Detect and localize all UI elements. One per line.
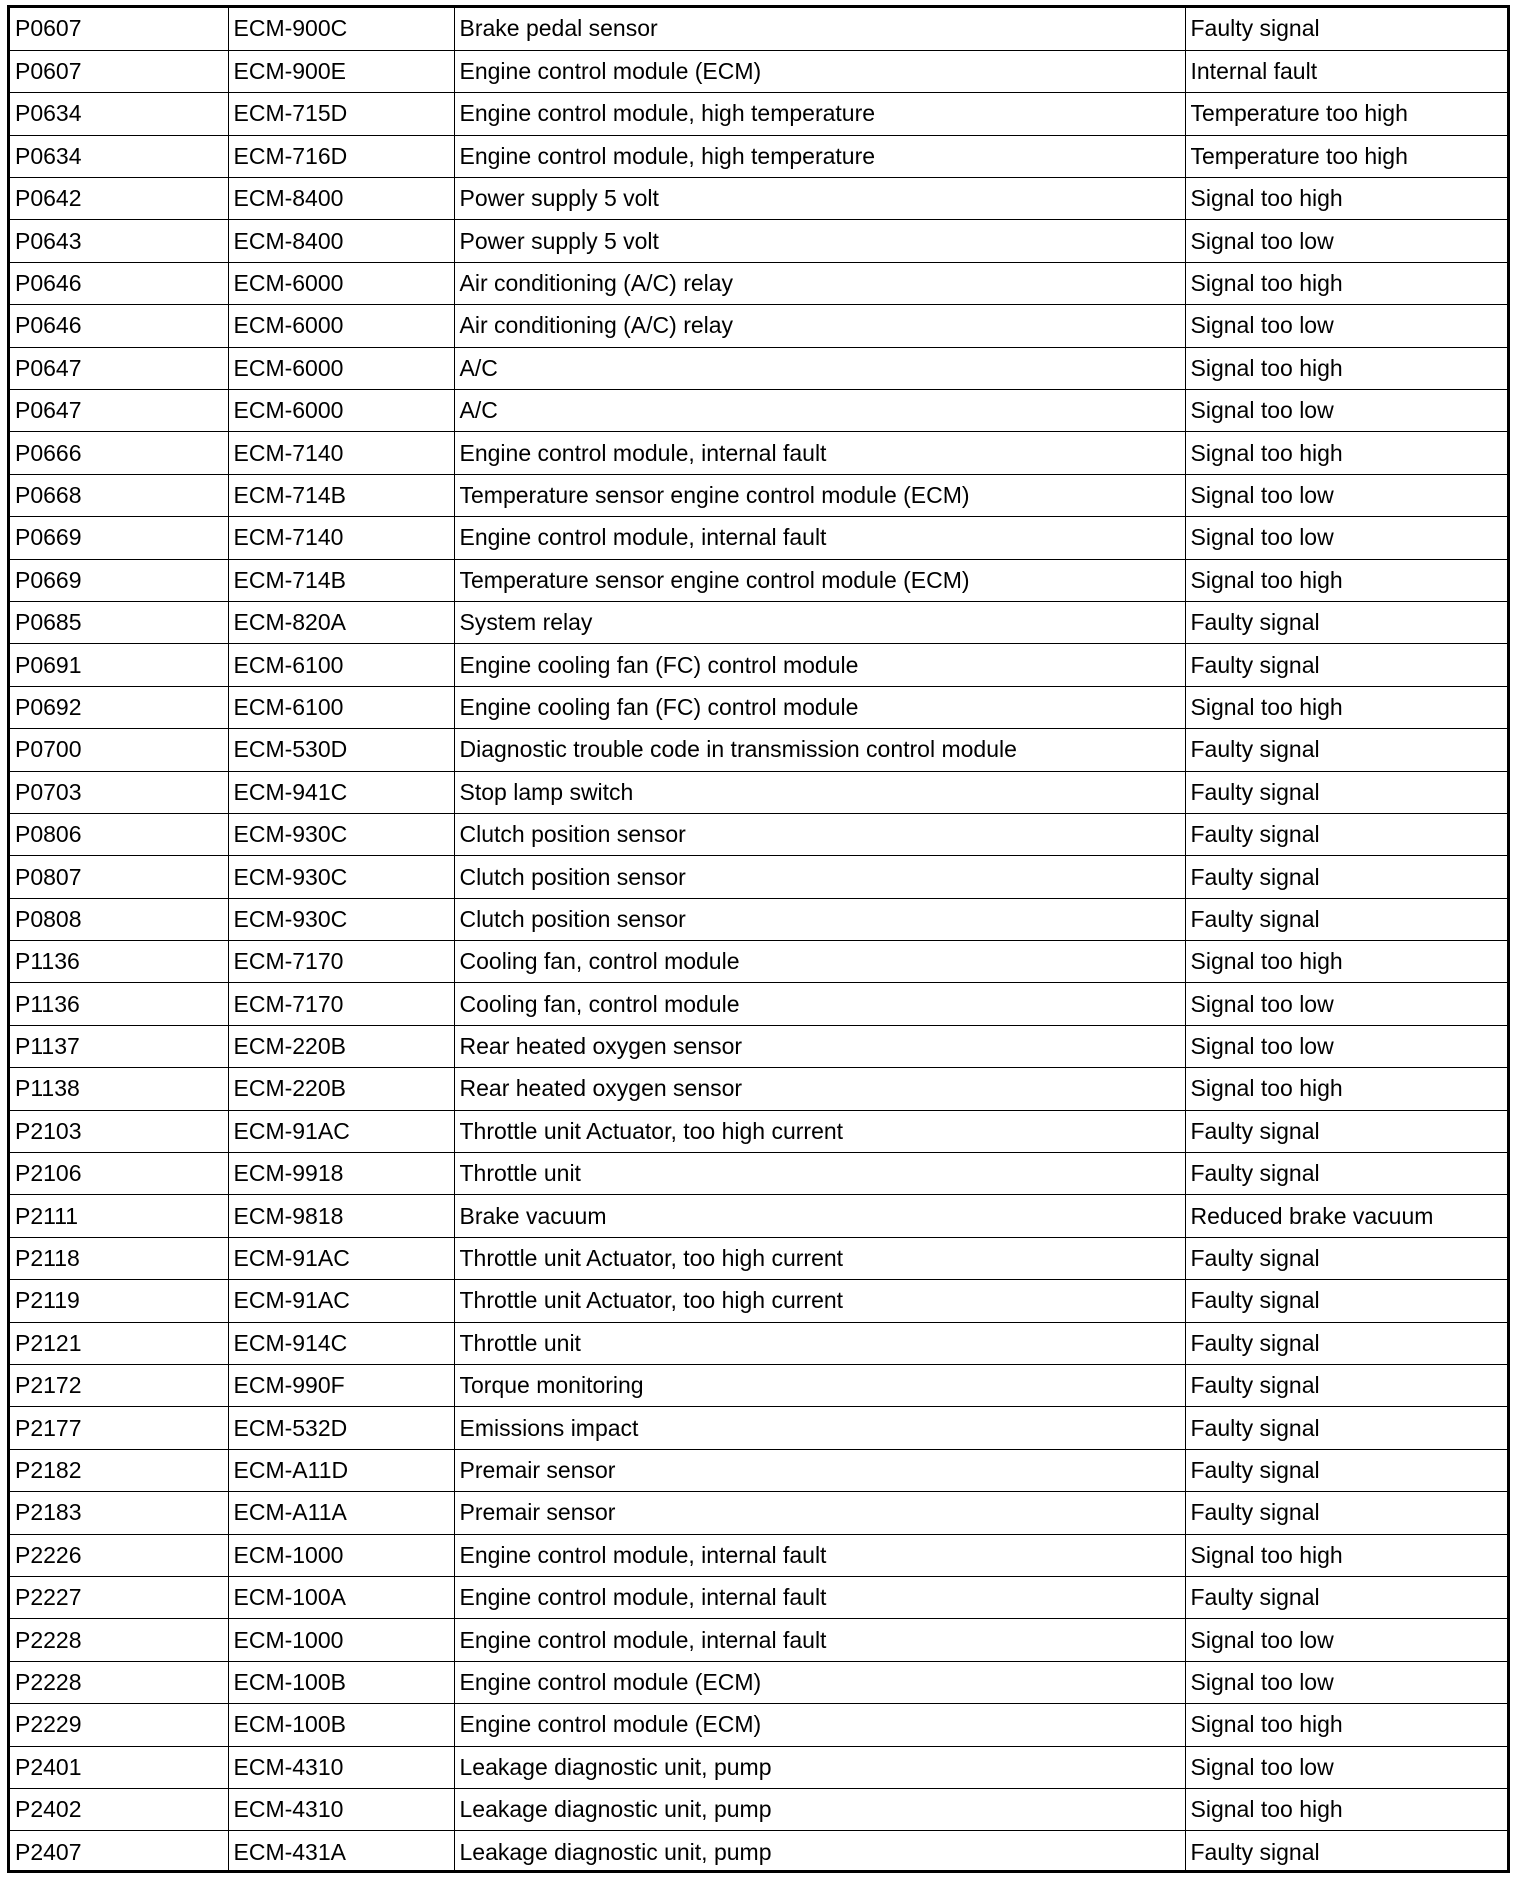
fault-type-cell: Faulty signal	[1185, 1322, 1507, 1364]
dtc-table-container	[7, 5, 1510, 1873]
fault-type-cell: Signal too low	[1185, 305, 1507, 347]
fault-type-cell: Faulty signal	[1185, 1153, 1507, 1195]
fault-type-cell: Faulty signal	[1185, 8, 1507, 50]
ecm-code-cell: ECM-6000	[228, 262, 454, 304]
dtc-code-cell: P2402	[10, 1788, 228, 1830]
component-cell: Engine cooling fan (FC) control module	[454, 644, 1185, 686]
table-row	[10, 1534, 1507, 1576]
component-cell: System relay	[454, 601, 1185, 643]
component-cell: Engine control module, high temperature	[454, 93, 1185, 135]
component-cell: Air conditioning (A/C) relay	[454, 262, 1185, 304]
ecm-code-cell: ECM-8400	[228, 178, 454, 220]
table-row	[10, 1831, 1507, 1873]
dtc-code-cell: P2229	[10, 1704, 228, 1746]
fault-type-cell: Signal too high	[1185, 686, 1507, 728]
table-row	[10, 856, 1507, 898]
ecm-code-cell: ECM-100B	[228, 1661, 454, 1703]
component-cell: Premair sensor	[454, 1492, 1185, 1534]
component-cell: Power supply 5 volt	[454, 178, 1185, 220]
table-row	[10, 1661, 1507, 1703]
dtc-code-cell: P2177	[10, 1407, 228, 1449]
component-cell: Engine control module, internal fault	[454, 1576, 1185, 1618]
dtc-code-cell: P0646	[10, 262, 228, 304]
fault-type-cell: Signal too high	[1185, 1068, 1507, 1110]
fault-type-cell: Faulty signal	[1185, 601, 1507, 643]
ecm-code-cell: ECM-6000	[228, 390, 454, 432]
ecm-code-cell: ECM-6100	[228, 686, 454, 728]
component-cell: Throttle unit Actuator, too high current	[454, 1237, 1185, 1279]
dtc-code-cell: P1138	[10, 1068, 228, 1110]
component-cell: Leakage diagnostic unit, pump	[454, 1831, 1185, 1873]
table-row	[10, 517, 1507, 559]
component-cell: Brake pedal sensor	[454, 8, 1185, 50]
dtc-code-cell: P0669	[10, 517, 228, 559]
table-row	[10, 390, 1507, 432]
ecm-code-cell: ECM-9918	[228, 1153, 454, 1195]
table-row	[10, 1153, 1507, 1195]
table-row	[10, 1492, 1507, 1534]
fault-type-cell: Internal fault	[1185, 50, 1507, 92]
ecm-code-cell: ECM-1000	[228, 1534, 454, 1576]
dtc-code-cell: P1136	[10, 941, 228, 983]
fault-type-cell: Signal too high	[1185, 432, 1507, 474]
ecm-code-cell: ECM-431A	[228, 1831, 454, 1873]
fault-type-cell: Faulty signal	[1185, 1365, 1507, 1407]
ecm-code-cell: ECM-A11D	[228, 1449, 454, 1491]
component-cell: Throttle unit	[454, 1153, 1185, 1195]
table-row	[10, 50, 1507, 92]
ecm-code-cell: ECM-8400	[228, 220, 454, 262]
ecm-code-cell: ECM-941C	[228, 771, 454, 813]
component-cell: Engine control module (ECM)	[454, 1704, 1185, 1746]
fault-type-cell: Signal too high	[1185, 559, 1507, 601]
component-cell: Engine control module, internal fault	[454, 517, 1185, 559]
table-row	[10, 1788, 1507, 1830]
component-cell: Clutch position sensor	[454, 898, 1185, 940]
ecm-code-cell: ECM-532D	[228, 1407, 454, 1449]
component-cell: Stop lamp switch	[454, 771, 1185, 813]
ecm-code-cell: ECM-900C	[228, 8, 454, 50]
table-row	[10, 1407, 1507, 1449]
table-row	[10, 1322, 1507, 1364]
ecm-code-cell: ECM-91AC	[228, 1110, 454, 1152]
fault-type-cell: Faulty signal	[1185, 813, 1507, 855]
ecm-code-cell: ECM-100B	[228, 1704, 454, 1746]
dtc-code-cell: P0647	[10, 347, 228, 389]
component-cell: Air conditioning (A/C) relay	[454, 305, 1185, 347]
dtc-code-cell: P2121	[10, 1322, 228, 1364]
component-cell: Diagnostic trouble code in transmission control module	[454, 729, 1185, 771]
ecm-code-cell: ECM-91AC	[228, 1237, 454, 1279]
fault-type-cell: Faulty signal	[1185, 1280, 1507, 1322]
component-cell: Cooling fan, control module	[454, 983, 1185, 1025]
fault-type-cell: Faulty signal	[1185, 1831, 1507, 1873]
ecm-code-cell: ECM-6000	[228, 347, 454, 389]
table-row	[10, 559, 1507, 601]
fault-type-cell: Temperature too high	[1185, 135, 1507, 177]
dtc-code-cell: P0808	[10, 898, 228, 940]
dtc-code-cell: P0607	[10, 8, 228, 50]
dtc-code-cell: P2118	[10, 1237, 228, 1279]
ecm-code-cell: ECM-220B	[228, 1068, 454, 1110]
table-row	[10, 898, 1507, 940]
ecm-code-cell: ECM-930C	[228, 856, 454, 898]
fault-type-cell: Reduced brake vacuum	[1185, 1195, 1507, 1237]
ecm-code-cell: ECM-7140	[228, 432, 454, 474]
fault-type-cell: Signal too high	[1185, 178, 1507, 220]
fault-type-cell: Signal too low	[1185, 983, 1507, 1025]
ecm-code-cell: ECM-6100	[228, 644, 454, 686]
ecm-code-cell: ECM-4310	[228, 1788, 454, 1830]
dtc-code-cell: P0807	[10, 856, 228, 898]
dtc-code-cell: P0647	[10, 390, 228, 432]
component-cell: Throttle unit	[454, 1322, 1185, 1364]
table-row	[10, 1365, 1507, 1407]
fault-type-cell: Faulty signal	[1185, 856, 1507, 898]
fault-type-cell: Signal too low	[1185, 220, 1507, 262]
table-row	[10, 1449, 1507, 1491]
dtc-code-cell: P0646	[10, 305, 228, 347]
ecm-code-cell: ECM-716D	[228, 135, 454, 177]
component-cell: Rear heated oxygen sensor	[454, 1068, 1185, 1110]
ecm-code-cell: ECM-7170	[228, 941, 454, 983]
ecm-code-cell: ECM-100A	[228, 1576, 454, 1618]
dtc-code-cell: P0669	[10, 559, 228, 601]
dtc-code-cell: P0668	[10, 474, 228, 516]
fault-type-cell: Faulty signal	[1185, 898, 1507, 940]
component-cell: Rear heated oxygen sensor	[454, 1025, 1185, 1067]
dtc-code-cell: P2119	[10, 1280, 228, 1322]
table-row	[10, 771, 1507, 813]
table-row	[10, 601, 1507, 643]
fault-type-cell: Signal too high	[1185, 1704, 1507, 1746]
table-row	[10, 8, 1507, 50]
fault-type-cell: Signal too high	[1185, 1788, 1507, 1830]
fault-type-cell: Faulty signal	[1185, 1449, 1507, 1491]
dtc-code-cell: P1137	[10, 1025, 228, 1067]
dtc-code-cell: P2228	[10, 1661, 228, 1703]
fault-type-cell: Signal too high	[1185, 941, 1507, 983]
dtc-code-cell: P2401	[10, 1746, 228, 1788]
ecm-code-cell: ECM-930C	[228, 813, 454, 855]
fault-type-cell: Signal too high	[1185, 262, 1507, 304]
table-row	[10, 1280, 1507, 1322]
ecm-code-cell: ECM-820A	[228, 601, 454, 643]
fault-type-cell: Faulty signal	[1185, 1407, 1507, 1449]
ecm-code-cell: ECM-6000	[228, 305, 454, 347]
dtc-table	[10, 8, 1507, 1873]
ecm-code-cell: ECM-4310	[228, 1746, 454, 1788]
dtc-code-cell: P2182	[10, 1449, 228, 1491]
dtc-code-cell: P0634	[10, 135, 228, 177]
dtc-code-cell: P0691	[10, 644, 228, 686]
ecm-code-cell: ECM-220B	[228, 1025, 454, 1067]
ecm-code-cell: ECM-7170	[228, 983, 454, 1025]
dtc-code-cell: P1136	[10, 983, 228, 1025]
component-cell: Throttle unit Actuator, too high current	[454, 1110, 1185, 1152]
component-cell: Engine control module, high temperature	[454, 135, 1185, 177]
fault-type-cell: Faulty signal	[1185, 729, 1507, 771]
table-row	[10, 1195, 1507, 1237]
component-cell: Engine cooling fan (FC) control module	[454, 686, 1185, 728]
component-cell: Throttle unit Actuator, too high current	[454, 1280, 1185, 1322]
dtc-code-cell: P0642	[10, 178, 228, 220]
component-cell: Emissions impact	[454, 1407, 1185, 1449]
component-cell: Cooling fan, control module	[454, 941, 1185, 983]
fault-type-cell: Faulty signal	[1185, 771, 1507, 813]
dtc-code-cell: P2103	[10, 1110, 228, 1152]
dtc-code-cell: P0634	[10, 93, 228, 135]
fault-type-cell: Faulty signal	[1185, 644, 1507, 686]
fault-type-cell: Faulty signal	[1185, 1576, 1507, 1618]
ecm-code-cell: ECM-7140	[228, 517, 454, 559]
dtc-code-cell: P2172	[10, 1365, 228, 1407]
ecm-code-cell: ECM-714B	[228, 474, 454, 516]
fault-type-cell: Signal too low	[1185, 474, 1507, 516]
table-row	[10, 1237, 1507, 1279]
component-cell: Leakage diagnostic unit, pump	[454, 1746, 1185, 1788]
component-cell: Temperature sensor engine control module (ECM)	[454, 559, 1185, 601]
table-row	[10, 432, 1507, 474]
dtc-code-cell: P0685	[10, 601, 228, 643]
fault-type-cell: Signal too low	[1185, 517, 1507, 559]
component-cell: A/C	[454, 390, 1185, 432]
fault-type-cell: Signal too low	[1185, 1746, 1507, 1788]
ecm-code-cell: ECM-990F	[228, 1365, 454, 1407]
ecm-code-cell: ECM-A11A	[228, 1492, 454, 1534]
ecm-code-cell: ECM-715D	[228, 93, 454, 135]
ecm-code-cell: ECM-530D	[228, 729, 454, 771]
fault-type-cell: Faulty signal	[1185, 1492, 1507, 1534]
table-row	[10, 1025, 1507, 1067]
table-row	[10, 262, 1507, 304]
fault-type-cell: Signal too low	[1185, 1661, 1507, 1703]
component-cell: Engine control module, internal fault	[454, 1619, 1185, 1661]
component-cell: Torque monitoring	[454, 1365, 1185, 1407]
component-cell: Temperature sensor engine control module (ECM)	[454, 474, 1185, 516]
component-cell: Engine control module (ECM)	[454, 1661, 1185, 1703]
table-row	[10, 1746, 1507, 1788]
dtc-code-cell: P0692	[10, 686, 228, 728]
component-cell: Engine control module, internal fault	[454, 1534, 1185, 1576]
fault-type-cell: Signal too low	[1185, 1619, 1507, 1661]
table-row	[10, 644, 1507, 686]
dtc-code-cell: P0643	[10, 220, 228, 262]
ecm-code-cell: ECM-91AC	[228, 1280, 454, 1322]
dtc-code-cell: P0703	[10, 771, 228, 813]
component-cell: A/C	[454, 347, 1185, 389]
component-cell: Clutch position sensor	[454, 813, 1185, 855]
table-row	[10, 474, 1507, 516]
ecm-code-cell: ECM-900E	[228, 50, 454, 92]
dtc-code-cell: P0700	[10, 729, 228, 771]
dtc-code-cell: P2226	[10, 1534, 228, 1576]
table-row	[10, 347, 1507, 389]
table-row	[10, 1068, 1507, 1110]
table-row	[10, 93, 1507, 135]
table-row	[10, 941, 1507, 983]
table-row	[10, 1110, 1507, 1152]
dtc-code-cell: P2407	[10, 1831, 228, 1873]
table-row	[10, 983, 1507, 1025]
dtc-table-body	[10, 8, 1507, 1873]
table-row	[10, 135, 1507, 177]
ecm-code-cell: ECM-714B	[228, 559, 454, 601]
dtc-code-cell: P2183	[10, 1492, 228, 1534]
table-row	[10, 1619, 1507, 1661]
component-cell: Engine control module (ECM)	[454, 50, 1185, 92]
table-row	[10, 1704, 1507, 1746]
table-row	[10, 220, 1507, 262]
dtc-code-cell: P2106	[10, 1153, 228, 1195]
fault-type-cell: Faulty signal	[1185, 1237, 1507, 1279]
component-cell: Brake vacuum	[454, 1195, 1185, 1237]
fault-type-cell: Faulty signal	[1185, 1110, 1507, 1152]
table-row	[10, 1576, 1507, 1618]
fault-type-cell: Signal too high	[1185, 347, 1507, 389]
component-cell: Clutch position sensor	[454, 856, 1185, 898]
ecm-code-cell: ECM-9818	[228, 1195, 454, 1237]
component-cell: Power supply 5 volt	[454, 220, 1185, 262]
component-cell: Premair sensor	[454, 1449, 1185, 1491]
table-row	[10, 813, 1507, 855]
table-row	[10, 305, 1507, 347]
fault-type-cell: Signal too low	[1185, 1025, 1507, 1067]
ecm-code-cell: ECM-1000	[228, 1619, 454, 1661]
dtc-code-cell: P0806	[10, 813, 228, 855]
table-row	[10, 729, 1507, 771]
ecm-code-cell: ECM-930C	[228, 898, 454, 940]
dtc-code-cell: P2111	[10, 1195, 228, 1237]
component-cell: Leakage diagnostic unit, pump	[454, 1788, 1185, 1830]
ecm-code-cell: ECM-914C	[228, 1322, 454, 1364]
dtc-code-cell: P2228	[10, 1619, 228, 1661]
dtc-code-cell: P2227	[10, 1576, 228, 1618]
fault-type-cell: Signal too high	[1185, 1534, 1507, 1576]
dtc-code-cell: P0607	[10, 50, 228, 92]
dtc-code-cell: P0666	[10, 432, 228, 474]
table-row	[10, 178, 1507, 220]
fault-type-cell: Signal too low	[1185, 390, 1507, 432]
component-cell: Engine control module, internal fault	[454, 432, 1185, 474]
table-row	[10, 686, 1507, 728]
fault-type-cell: Temperature too high	[1185, 93, 1507, 135]
